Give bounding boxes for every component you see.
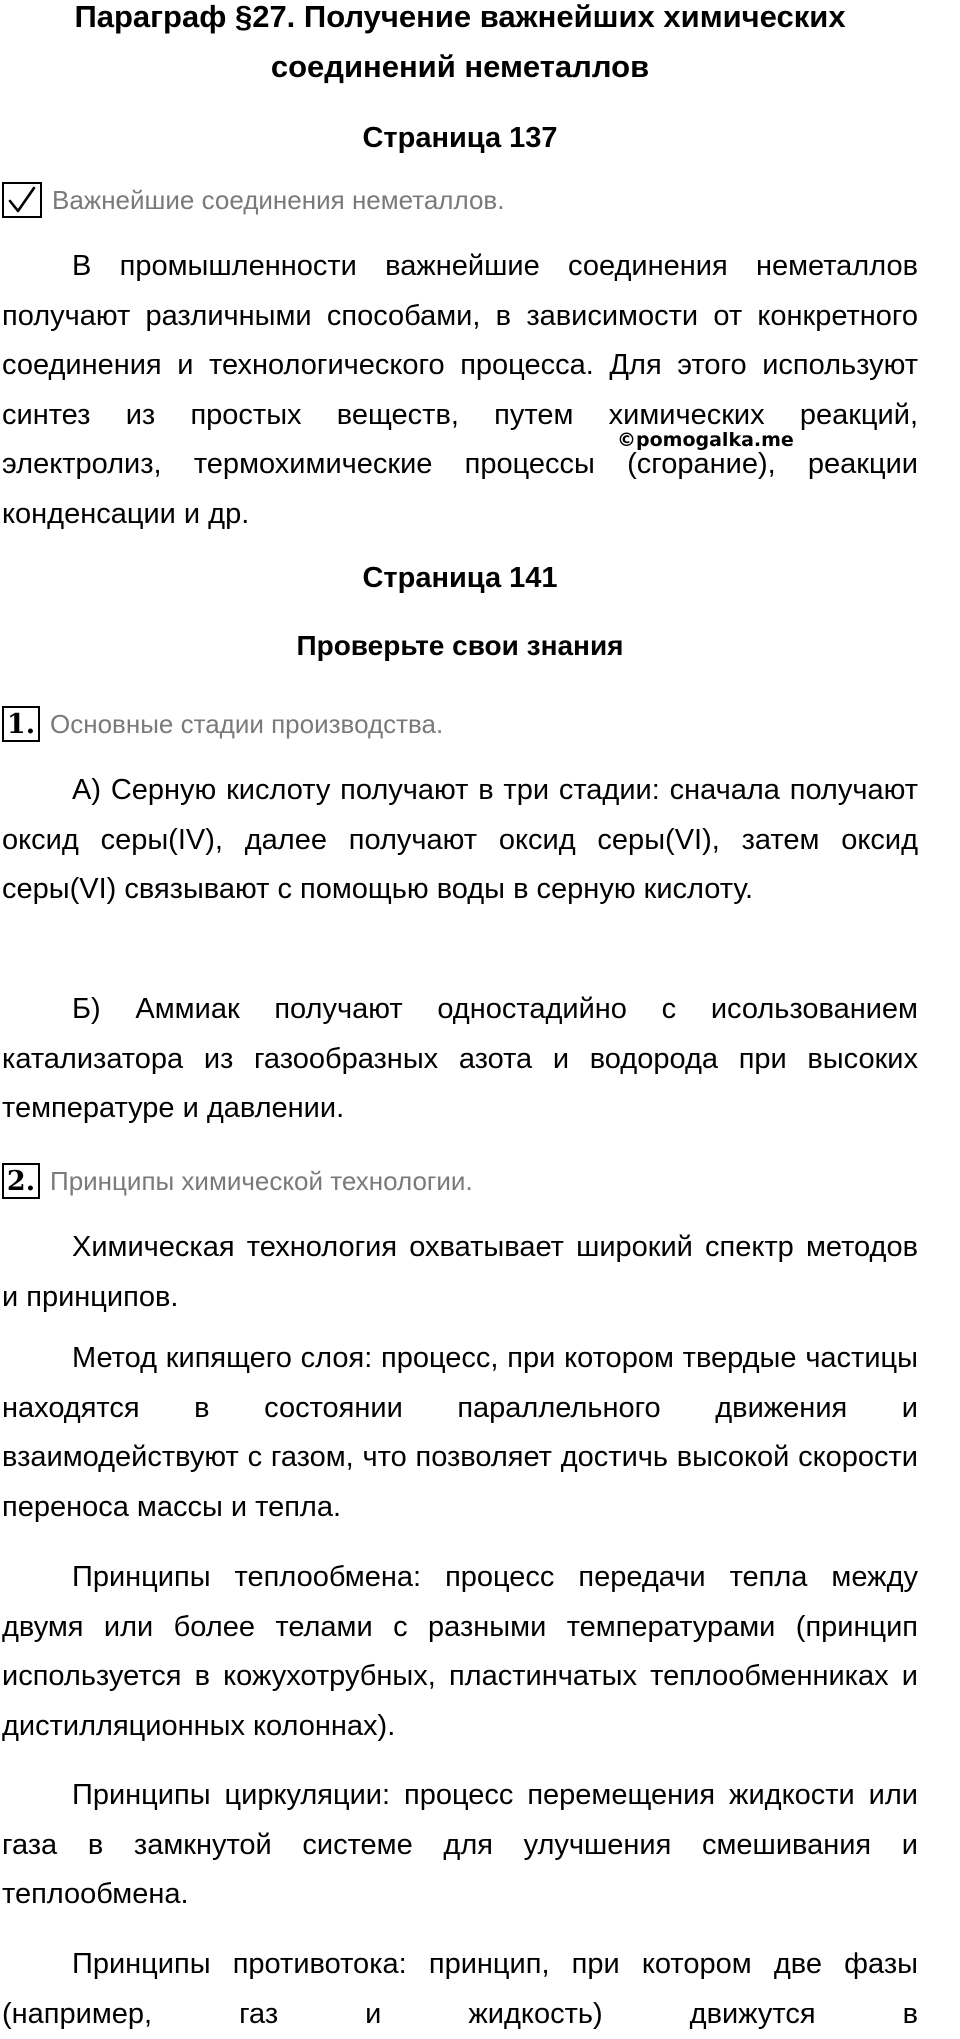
task-check-text: Важнейшие соединения неметаллов. [52,184,505,215]
answer-paragraph: А) Серную кислоту получают в три стадии: сначала получают оксид серы(IV), далее получают оксид серы(VI), затем оксид серы(VI) связывают с помощью воды в серную кислоту. [2,774,918,905]
watermark: ©pomogalka.me [617,429,794,451]
task-number-box: 2. [2,1163,40,1199]
answer-paragraph: Химическая технология охватывает широкий спектр методов и принципов. [2,1231,918,1313]
answer-paragraph: Принципы циркуляции: процесс перемещения жидкости или газа в замкнутой системе для улучшения смешивания и теплообмена. [2,1779,918,1910]
check-knowledge-heading: Проверьте свои знания [296,630,624,661]
intro-paragraph: В промышленности важнейшие соединения неметаллов получают различными способами, в зависимости от конкретного соединения и технологического процесса. Для этого используют синтез из простых веществ, путем химических реакций, электролиз, термохимические процессы (сгорание), реакции конденсации и др. [2,250,918,530]
paragraph-title-line-1: Параграф §27. Получение важнейших химических [74,0,846,34]
checkmark-icon [7,185,37,215]
task-check [2,180,504,220]
task-1-text: Основные стадии производства. [50,708,444,739]
checkmark-box-icon [2,182,42,218]
task-1 [2,704,443,744]
page-heading-141: Страница 141 [362,562,558,594]
answer-paragraph: Принципы теплообмена: процесс передачи тепла между двумя или более телами с разными температурами (принцип используется в кожухотрубных, пластинчатых теплообменниках и дистилляционных колоннах). [2,1561,918,1742]
task-number-box: 1. [2,706,40,742]
page-heading-137: Страница 137 [362,122,558,154]
answer-paragraph: Метод кипящего слоя: процесс, при котором твердые частицы находятся в состоянии параллельного движения и взаимодействуют с газом, что позволяет достичь высокой скорости переноса массы и тепла. [2,1342,918,1523]
task-2-text: Принципы химической технологии. [50,1165,473,1196]
answer-paragraph: Принципы противотока: принцип, при котором две фазы (например, газ и жидкость) движутся в [2,1948,918,2030]
answer-paragraph: Б) Аммиак получают одностадийно с исользованием катализатора из газообразных азота и водорода при высоких температуре и давлении. [2,993,918,1124]
task-2 [2,1161,473,1201]
paragraph-title-line-2: соединений неметаллов [270,49,650,84]
